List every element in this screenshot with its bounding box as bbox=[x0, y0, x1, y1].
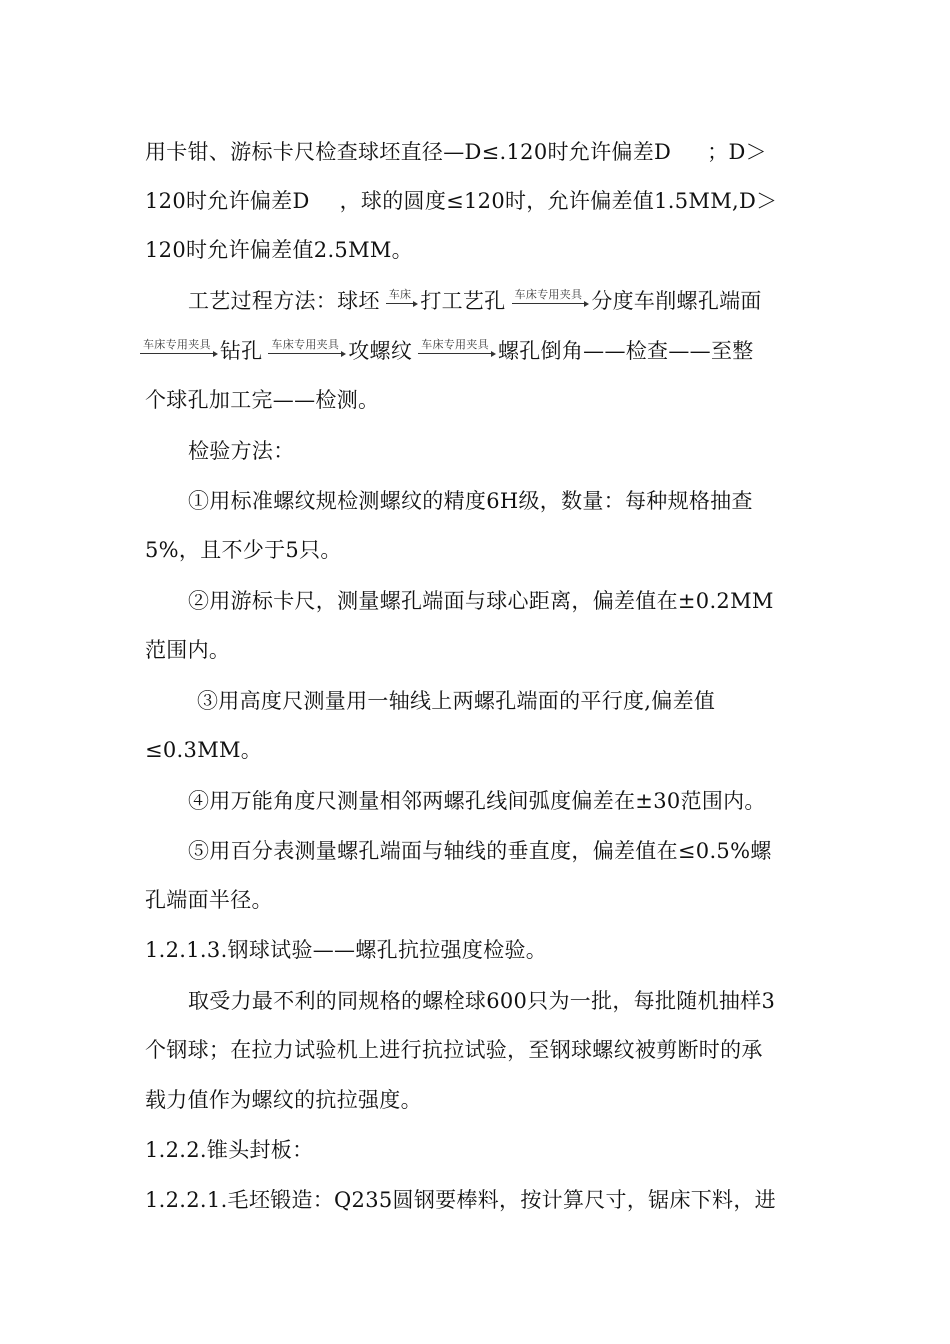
text-line bbox=[145, 186, 810, 216]
arrow-label: 车床专用夹具 bbox=[512, 289, 586, 304]
text-line: 载力值作为螺纹的抗拉强度。 bbox=[145, 1088, 422, 1112]
text-line: 1.2.2.1.毛坯锻造：Q235圆钢要棒料，按计算尺寸，锯床下料，进 bbox=[145, 1188, 776, 1212]
arrow-label: 车床专用夹具 bbox=[268, 339, 342, 354]
text-line: 检验方法： bbox=[188, 439, 295, 463]
text-line: ①用标准螺纹规检测螺纹的精度6H级，数量：每种规格抽查 bbox=[188, 489, 753, 513]
text-span: 120时允许偏差D bbox=[145, 189, 310, 213]
text-span: 工艺过程方法：球坯 bbox=[188, 289, 380, 313]
arrow-label: 车床专用夹具 bbox=[418, 339, 492, 354]
text-span: 攻螺纹 bbox=[348, 339, 413, 363]
text-span: 用卡钳、游标卡尺检查球坯直径—D≤.120时允许偏差D bbox=[145, 140, 672, 164]
text-span: 钻孔 bbox=[219, 339, 263, 363]
process-line bbox=[140, 336, 805, 366]
text-span: ，球的圆度≤120时，允许偏差值1.5MM,D＞ bbox=[339, 189, 778, 213]
process-line bbox=[188, 286, 810, 316]
text-span: 打工艺孔 bbox=[420, 289, 506, 313]
text-line: 范围内。 bbox=[145, 638, 231, 662]
text-line: ④用万能角度尺测量相邻两螺孔线间弧度偏差在±30范围内。 bbox=[188, 789, 766, 813]
text-span: 螺孔倒角——检查——至整 bbox=[497, 339, 754, 363]
arrow-label: 车床 bbox=[386, 289, 415, 304]
text-line: ②用游标卡尺，测量螺孔端面与球心距离，偏差值在±0.2MM bbox=[188, 589, 774, 613]
arrow-label: 车床专用夹具 bbox=[140, 339, 214, 354]
text-line: 5%，且不少于5只。 bbox=[145, 538, 342, 562]
section-heading: 1.2.1.3.钢球试验——螺孔抗拉强度检验。 bbox=[145, 938, 548, 962]
text-span: 分度车削螺孔端面 bbox=[591, 289, 762, 313]
text-line: 取受力最不利的同规格的螺栓球600只为一批，每批随机抽样3 bbox=[188, 989, 776, 1013]
text-line bbox=[145, 137, 810, 167]
text-line: ③用高度尺测量用一轴线上两螺孔端面的平行度,偏差值 bbox=[197, 689, 716, 713]
text-line: 个钢球；在拉力试验机上进行抗拉试验，至钢球螺纹被剪断时的承 bbox=[145, 1038, 763, 1062]
section-heading: 1.2.2.锥头封板： bbox=[145, 1138, 314, 1162]
text-line: ⑤用百分表测量螺孔端面与轴线的垂直度，偏差值在≤0.5%螺 bbox=[188, 839, 772, 863]
text-line: 120时允许偏差值2.5MM。 bbox=[145, 238, 413, 262]
text-line: ≤0.3MM。 bbox=[145, 738, 263, 762]
text-line: 个球孔加工完——检测。 bbox=[145, 388, 380, 412]
text-span: ；D＞ bbox=[707, 140, 767, 164]
text-line: 孔端面半径。 bbox=[145, 888, 273, 912]
